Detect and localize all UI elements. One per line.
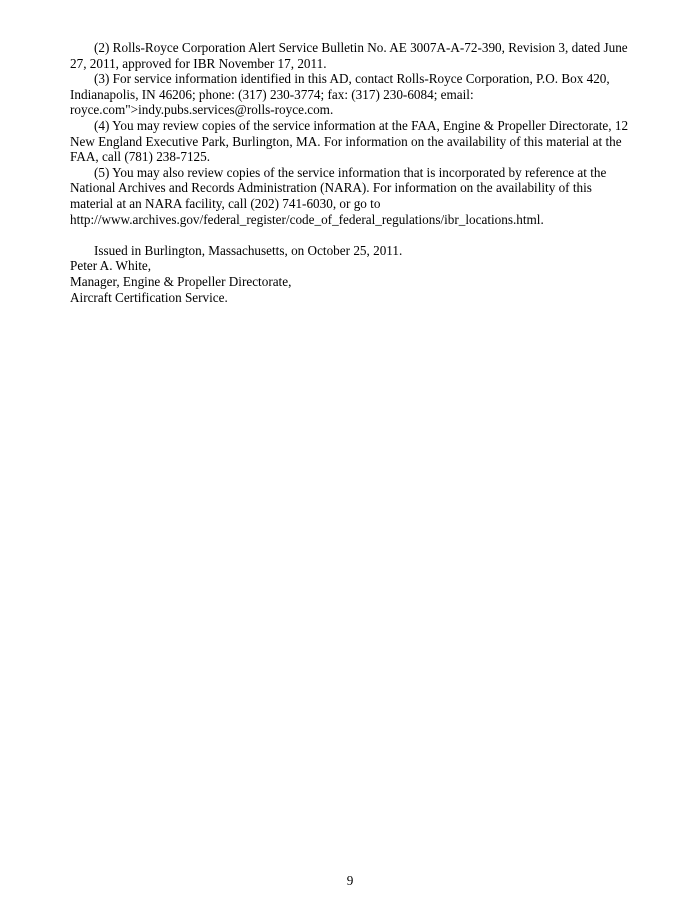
paragraph-3: (3) For service information identified in this AD, contact Rolls-Royce Corporation, P.O. Box 420, Indianapolis, IN 46206; phone: (317) 230-3774; fax: (317) 230-6084; email: royce.com">indy.pubs.services@rolls-royce.com. bbox=[70, 71, 610, 118]
issued-line: Issued in Burlington, Massachusetts, on October 25, 2011. bbox=[94, 242, 403, 258]
signer-org: Aircraft Certification Service. bbox=[70, 289, 228, 305]
paragraph-4: (4) You may review copies of the service information at the FAA, Engine & Propeller Directorate, 12 New England Executive Park, Burlington, MA. For information on the availability of this material at the FAA, call (781) 238-7125. bbox=[70, 117, 629, 165]
spacer bbox=[70, 227, 635, 243]
document-body bbox=[70, 40, 635, 305]
signer-title: Manager, Engine & Propeller Directorate, bbox=[70, 273, 292, 289]
paragraph-2: (2) Rolls-Royce Corporation Alert Service Bulletin No. AE 3007A-A-72-390, Revision 3, dated June 27, 2011, approved for IBR November 17, 2011. bbox=[70, 40, 628, 71]
signer-name: Peter A. White, bbox=[70, 258, 152, 274]
page-number: 9 bbox=[346, 873, 354, 888]
nara-url: http://www.archives.gov/federal_register/code_of_federal_regulations/ibr_locations.html. bbox=[70, 211, 544, 227]
paragraph-5: (5) You may also review copies of the service information that is incorporated by reference at the National Archives and Records Administration (NARA). For information on the availability of this material at an NARA facility, call (202) 741-6030, or go to bbox=[70, 164, 607, 211]
